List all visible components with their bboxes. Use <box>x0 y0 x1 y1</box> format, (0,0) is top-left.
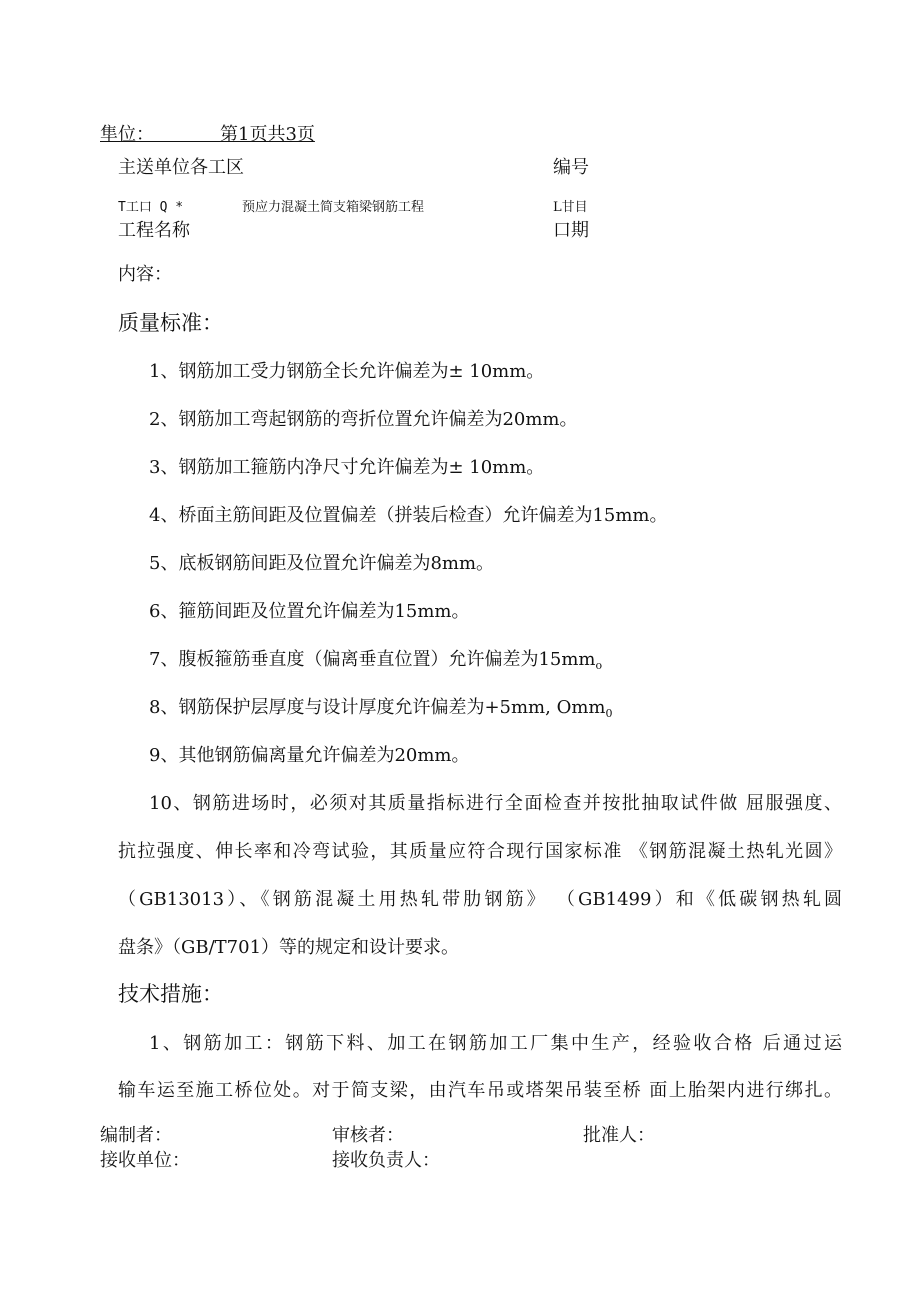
reviewer-label: 审核者： <box>332 1125 404 1146</box>
receiving-unit-label: 接收单位： <box>100 1150 190 1171</box>
quality-item-4: 4、桥面主筋间距及位置偏差（拼装后检查）允许偏差为15mm。 <box>149 505 668 526</box>
quality-heading: 质量标准： <box>118 311 223 335</box>
quality-item-8-sub: 0 <box>605 707 613 720</box>
page-info: 第1页共3页 <box>220 124 315 145</box>
tech-item-1-line-1: 1、钢筋加工：钢筋下料、加工在钢筋加工厂集中生产，经验收合格 后通过运 <box>149 1033 842 1054</box>
quality-item-2: 2、钢筋加工弯起钢筋的弯折位置允许偏差为20mm。 <box>149 409 578 430</box>
quality-item-10-line-1: 10、钢筋进场时，必须对其质量指标进行全面检查并按批抽取试件做 屈服强度、 <box>149 793 842 814</box>
quality-item-7 <box>149 645 602 672</box>
project-name-label: 工程名称 <box>118 220 190 241</box>
compiler-label: 编制者： <box>100 1125 172 1146</box>
tech-item-1-line-2: 输车运至施工桥位处。对于简支梁，由汽车吊或塔架吊装至桥 面上胎架内进行绑扎。 <box>118 1080 842 1101</box>
quality-item-7-sub: o <box>595 659 603 672</box>
quality-item-10-line-4: 盘条》（GB/T701）等的规定和设计要求。 <box>118 937 460 958</box>
approver-label: 批准人： <box>583 1125 655 1146</box>
date-label: 口期 <box>553 220 589 241</box>
quality-item-8-text: 8、钢筋保护层厚度与设计厚度允许偏差为+5mm, Omm <box>149 697 606 718</box>
content-label: 内容： <box>118 264 172 285</box>
unit-label: 隼位： <box>100 124 154 145</box>
number-label: 编号 <box>553 157 589 178</box>
quality-item-10-line-3: （GB13013）、《钢筋混凝土用热轧带肋钢筋》 （GB1499）和《低碳钢热轧圆 <box>118 889 842 910</box>
date-code: L甘目 <box>553 200 588 215</box>
quality-item-10-line-2: 抗拉强度、伸长率和冷弯试验，其质量应符合现行国家标准 《钢筋混凝土热轧光圆》 <box>118 841 842 862</box>
underline-gap <box>148 141 220 142</box>
quality-item-9: 9、其他钢筋偏离量允许偏差为20mm。 <box>149 745 470 766</box>
quality-item-6: 6、箍筋间距及位置允许偏差为15mm。 <box>149 601 470 622</box>
quality-item-5: 5、底板钢筋间距及位置允许偏差为8mm。 <box>149 553 495 574</box>
receiver-label: 接收负责人： <box>332 1150 440 1171</box>
quality-item-3: 3、钢筋加工箍筋内净尺寸允许偏差为± 10mm。 <box>149 457 545 478</box>
quality-item-8 <box>149 693 612 720</box>
quality-item-1: 1、钢筋加工受力钢筋全长允许偏差为± 10mm。 <box>149 361 545 382</box>
project-title: 预应力混凝土简支箱梁钢筋工程 <box>242 200 425 215</box>
quality-item-7-text: 7、腹板箍筋垂直度（偏离垂直位置）允许偏差为15mm <box>149 649 596 670</box>
send-unit: 主送单位各工区 <box>118 157 244 178</box>
tech-heading: 技术措施： <box>118 982 223 1006</box>
project-code: T工口 Q * <box>118 200 184 215</box>
